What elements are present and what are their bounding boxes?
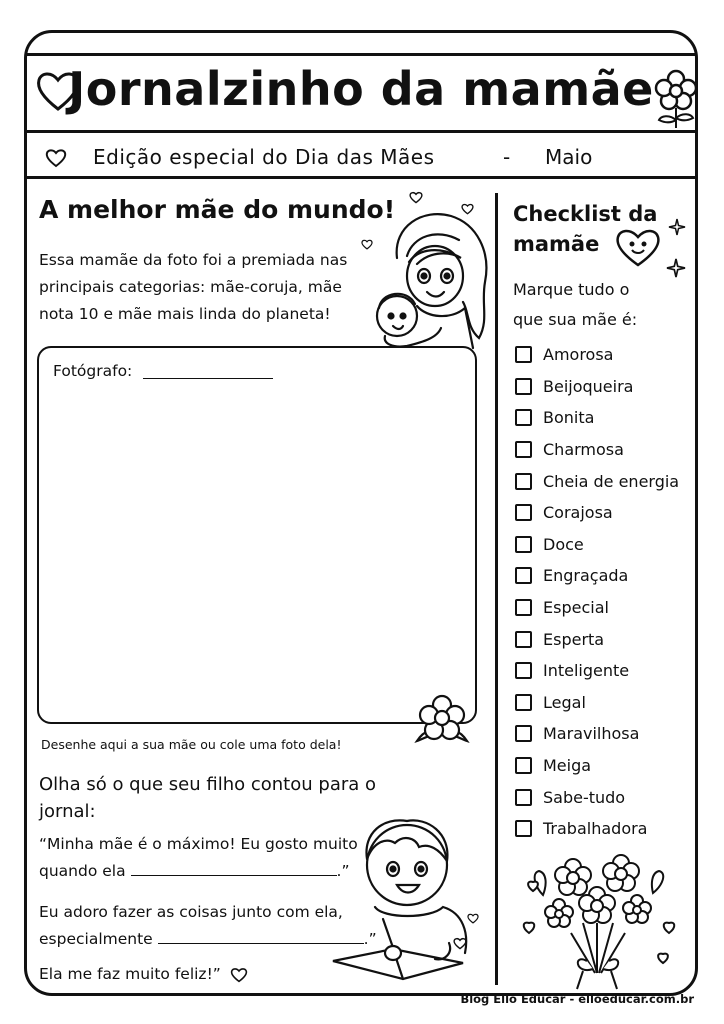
checklist-item[interactable] — [515, 339, 679, 371]
checklist-label: Doce — [543, 534, 584, 554]
quote-line: Eu adoro fazer as coisas junto com ela, — [39, 903, 343, 921]
checklist-label: Beijoqueira — [543, 376, 634, 396]
footer-credit: Blog Ello Educar - elloeducar.com.br — [460, 992, 694, 1006]
heart-icon — [409, 191, 423, 204]
checkbox[interactable] — [515, 567, 532, 584]
quote-prefix: especialmente — [39, 930, 153, 948]
page-frame — [24, 30, 698, 996]
child-quote-1 — [39, 831, 358, 885]
headline-line: jornal: — [39, 801, 96, 822]
edition-month: Maio — [545, 145, 593, 169]
heart-icon — [45, 148, 67, 168]
checkbox[interactable] — [515, 441, 532, 458]
checklist-item[interactable] — [515, 402, 679, 434]
sparkle-icon — [667, 259, 685, 277]
checklist-label: Corajosa — [543, 503, 613, 523]
checklist — [515, 339, 679, 845]
smiling-heart-icon — [613, 225, 663, 269]
intro-line: Essa mamãe da foto foi a premiada nas — [39, 251, 348, 269]
checklist-label: Bonita — [543, 408, 595, 428]
subtitle-bar — [27, 137, 695, 179]
fill-in-blank[interactable] — [131, 861, 337, 876]
flower-icon — [651, 68, 701, 130]
checkbox[interactable] — [515, 504, 532, 521]
checklist-item[interactable] — [515, 465, 679, 497]
checklist-item[interactable] — [515, 560, 679, 592]
checkbox[interactable] — [515, 631, 532, 648]
checklist-title-line: Checklist da — [513, 202, 658, 226]
title-bar — [27, 53, 695, 133]
checklist-label: Maravilhosa — [543, 724, 640, 744]
checklist-item[interactable] — [515, 529, 679, 561]
quote-suffix: .” — [363, 930, 377, 948]
column-divider — [495, 193, 498, 985]
photo-frame[interactable] — [37, 346, 477, 724]
checklist-label: Engraçada — [543, 566, 629, 586]
checkbox[interactable] — [515, 694, 532, 711]
quote-prefix: quando ela — [39, 862, 126, 880]
headline-line: Olha só o que seu filho contou para o — [39, 774, 377, 795]
checklist-item[interactable] — [515, 750, 679, 782]
checklist-instruction — [513, 275, 637, 335]
checkbox[interactable] — [515, 378, 532, 395]
page-title: Jornalzinho da mamãe — [68, 62, 654, 116]
feature-intro — [39, 247, 347, 328]
subtitle-separator: - — [503, 145, 511, 169]
heart-icon — [467, 913, 479, 924]
heart-icon — [230, 967, 248, 983]
instruction-line: que sua mãe é: — [513, 310, 638, 329]
checklist-item[interactable] — [515, 687, 679, 719]
child-closing — [39, 961, 248, 988]
checklist-title-line: mamãe — [513, 232, 600, 256]
checklist-label: Cheia de energia — [543, 471, 680, 491]
photo-caption: Desenhe aqui a sua mãe ou cole uma foto dela! — [41, 737, 342, 752]
checklist-item[interactable] — [515, 718, 679, 750]
mother-child-illustration — [367, 208, 495, 348]
instruction-line: Marque tudo o — [513, 280, 630, 299]
checklist-label: Charmosa — [543, 440, 624, 460]
boy-writing-illustration — [323, 803, 483, 983]
checkbox[interactable] — [515, 536, 532, 553]
checklist-label: Amorosa — [543, 345, 614, 365]
checklist-item[interactable] — [515, 497, 679, 529]
quote-fill-row — [39, 858, 358, 885]
flower-bouquet-illustration — [513, 843, 683, 993]
edition-subtitle: Edição especial do Dia das Mães — [93, 145, 435, 169]
checklist-label: Meiga — [543, 756, 592, 776]
checkbox[interactable] — [515, 757, 532, 774]
checkbox[interactable] — [515, 599, 532, 616]
checkbox[interactable] — [515, 662, 532, 679]
checkbox[interactable] — [515, 346, 532, 363]
sparkle-icon — [669, 219, 685, 235]
quote-line: “Minha mãe é o máximo! Eu gosto muito — [39, 835, 358, 853]
flower-icon — [407, 693, 477, 749]
checklist-item[interactable] — [515, 623, 679, 655]
photographer-label: Fotógrafo: — [53, 362, 133, 380]
checkbox[interactable] — [515, 789, 532, 806]
checklist-item[interactable] — [515, 371, 679, 403]
heart-icon — [453, 937, 467, 950]
feature-headline: A melhor mãe do mundo! — [39, 195, 396, 224]
quote-suffix: .” — [336, 862, 350, 880]
intro-line: nota 10 e mãe mais linda do planeta! — [39, 305, 331, 323]
checklist-label: Especial — [543, 598, 609, 618]
checklist-label: Legal — [543, 692, 586, 712]
checklist-label: Inteligente — [543, 661, 630, 681]
checklist-item[interactable] — [515, 655, 679, 687]
checkbox[interactable] — [515, 409, 532, 426]
checkbox[interactable] — [515, 725, 532, 742]
checklist-item[interactable] — [515, 592, 679, 624]
checklist-item[interactable] — [515, 781, 679, 813]
intro-line: principais categorias: mãe-coruja, mãe — [39, 278, 342, 296]
checklist-item[interactable] — [515, 813, 679, 845]
checklist-label: Esperta — [543, 629, 605, 649]
checklist-item[interactable] — [515, 434, 679, 466]
checklist-label: Sabe-tudo — [543, 787, 626, 807]
photographer-blank[interactable] — [143, 378, 273, 379]
checkbox[interactable] — [515, 820, 532, 837]
checklist-label: Trabalhadora — [543, 819, 648, 839]
closing-text: Ela me faz muito feliz!” — [39, 965, 221, 983]
checkbox[interactable] — [515, 473, 532, 490]
